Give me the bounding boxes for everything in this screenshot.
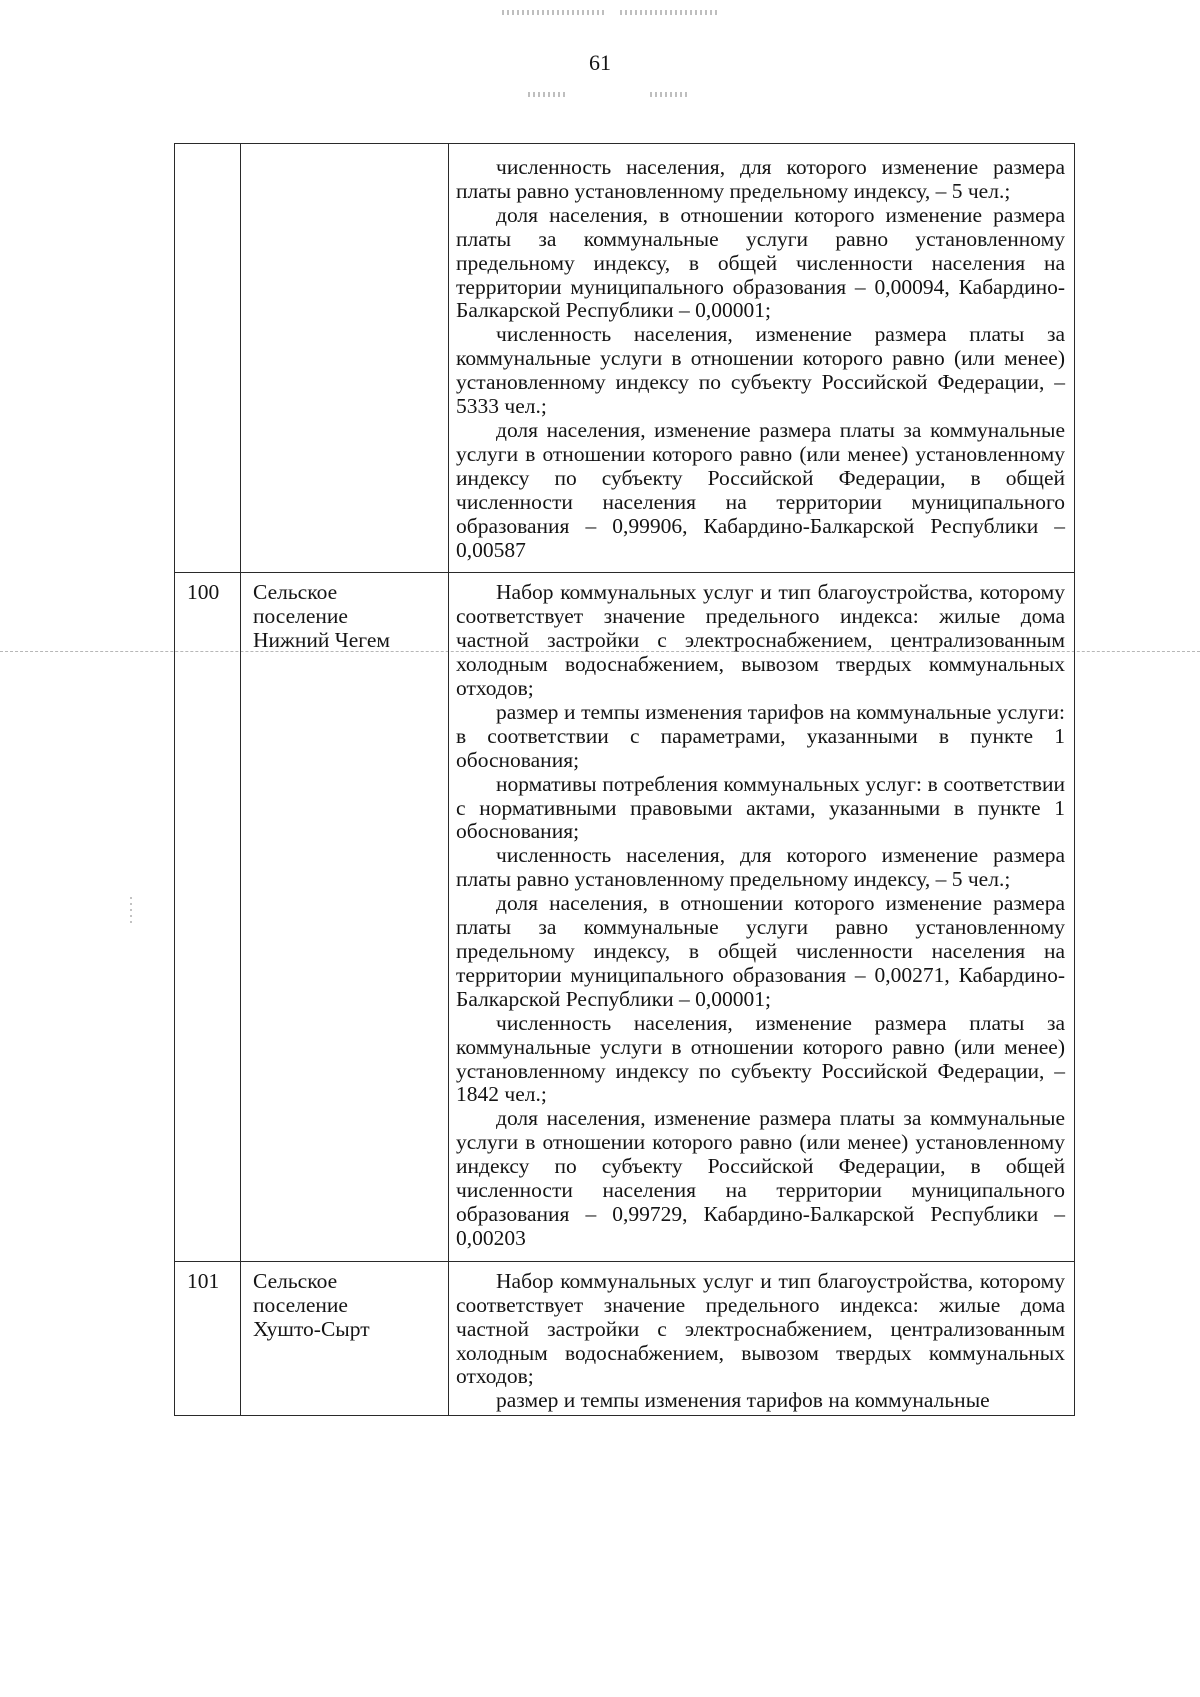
justification-text-cell bbox=[449, 573, 1075, 1261]
paragraph: нормативы потребления коммунальных услуг: в соответствии с нормативными правовыми актами, указанными в пункте 1 обоснования; bbox=[456, 771, 1065, 844]
table-row bbox=[175, 144, 1075, 573]
municipality-name-line: Нижний Чегем bbox=[253, 628, 390, 653]
scan-artifact-under-number-right bbox=[650, 92, 690, 97]
justification-text-cell bbox=[449, 1261, 1075, 1415]
paragraph: Набор коммунальных услуг и тип благоустройства, которому соответствует значение предельного индекса: жилые дома частной застройки с электроснабжением, централизованным холодным водоснабжением, вывозом твердых коммунальных отходов; bbox=[456, 1268, 1065, 1389]
paragraph: размер и темпы изменения тарифов на коммунальные услуги: в соответствии с параметрами, указанными в пункте 1 обоснования; bbox=[456, 699, 1065, 772]
municipality-name-line: Сельское bbox=[253, 580, 338, 605]
paragraph: доля населения, изменение размера платы за коммунальные услуги в отношении которого равно (или менее) установленному индексу по субъекту Российской Федерации, в общей численности населения на территории муниципального образования – 0,99906, Кабардино-Балкарской Республики – 0,00587 bbox=[456, 417, 1065, 562]
paragraph: численность населения, изменение размера платы за коммунальные услуги в отношении которого равно (или менее) установленному индексу по субъекту Российской Федерации, – 5333 чел.; bbox=[456, 322, 1065, 419]
paragraph: доля населения, в отношении которого изменение размера платы за коммунальные услуги равно установленному предельному индексу, в общей численности населения на территории муниципального образования – 0,00094, Кабардино-Балкарской Республики – 0,00001; bbox=[456, 202, 1065, 323]
tariff-justification-table bbox=[174, 143, 1075, 1416]
paragraph: доля населения, в отношении которого изменение размера платы за коммунальные услуги равно установленному предельному индексу, в общей численности населения на территории муниципального образования – 0,00271, Кабардино-Балкарской Республики – 0,00001; bbox=[456, 891, 1065, 1011]
municipality-name-line: поселение bbox=[253, 604, 348, 629]
paragraph: численность населения, для которого изменение размера платы равно установленному предельному индексу, – 5 чел.; bbox=[456, 843, 1065, 892]
row-number-cell: 100 bbox=[175, 573, 241, 1261]
municipality-name-line: поселение bbox=[253, 1292, 348, 1317]
municipality-name-cell bbox=[241, 144, 449, 573]
paragraph: доля населения, изменение размера платы за коммунальные услуги в отношении которого равно (или менее) установленному индексу по субъекту Российской Федерации, в общей численности населения на территории муниципального образования – 0,99729, Кабардино-Балкарской Республики – 0,00203 bbox=[456, 1106, 1065, 1250]
row-number-cell: 101 bbox=[175, 1261, 241, 1415]
page-number: 61 bbox=[589, 50, 611, 75]
scan-artifact-top-right bbox=[620, 10, 720, 15]
paragraph: численность населения, для которого изменение размера платы равно установленному предельному индексу, – 5 чел.; bbox=[456, 155, 1065, 203]
justification-text-cell bbox=[449, 144, 1075, 573]
municipality-name-line: Хушто-Сырт bbox=[253, 1316, 370, 1341]
scan-artifact-top-left bbox=[502, 10, 604, 15]
table-row bbox=[175, 1261, 1075, 1415]
municipality-name-cell bbox=[241, 1261, 449, 1415]
scan-side-mark bbox=[130, 897, 132, 927]
paragraph: численность населения, изменение размера платы за коммунальные услуги в отношении которого равно (или менее) установленному индексу по субъекту Российской Федерации, – 1842 чел.; bbox=[456, 1010, 1065, 1107]
paragraph: Набор коммунальных услуг и тип благоустройства, которому соответствует значение предельного индекса: жилые дома частной застройки с электроснабжением, централизованным холодным водоснабжением, вывозом твердых коммунальных отходов; bbox=[456, 580, 1065, 701]
municipality-name-line: Сельское bbox=[253, 1268, 338, 1293]
row-number-cell bbox=[175, 144, 241, 573]
table-row bbox=[175, 573, 1075, 1261]
paragraph: размер и темпы изменения тарифов на коммунальные bbox=[496, 1388, 990, 1413]
scan-artifact-under-number-left bbox=[528, 92, 568, 97]
municipality-name-cell bbox=[241, 573, 449, 1261]
